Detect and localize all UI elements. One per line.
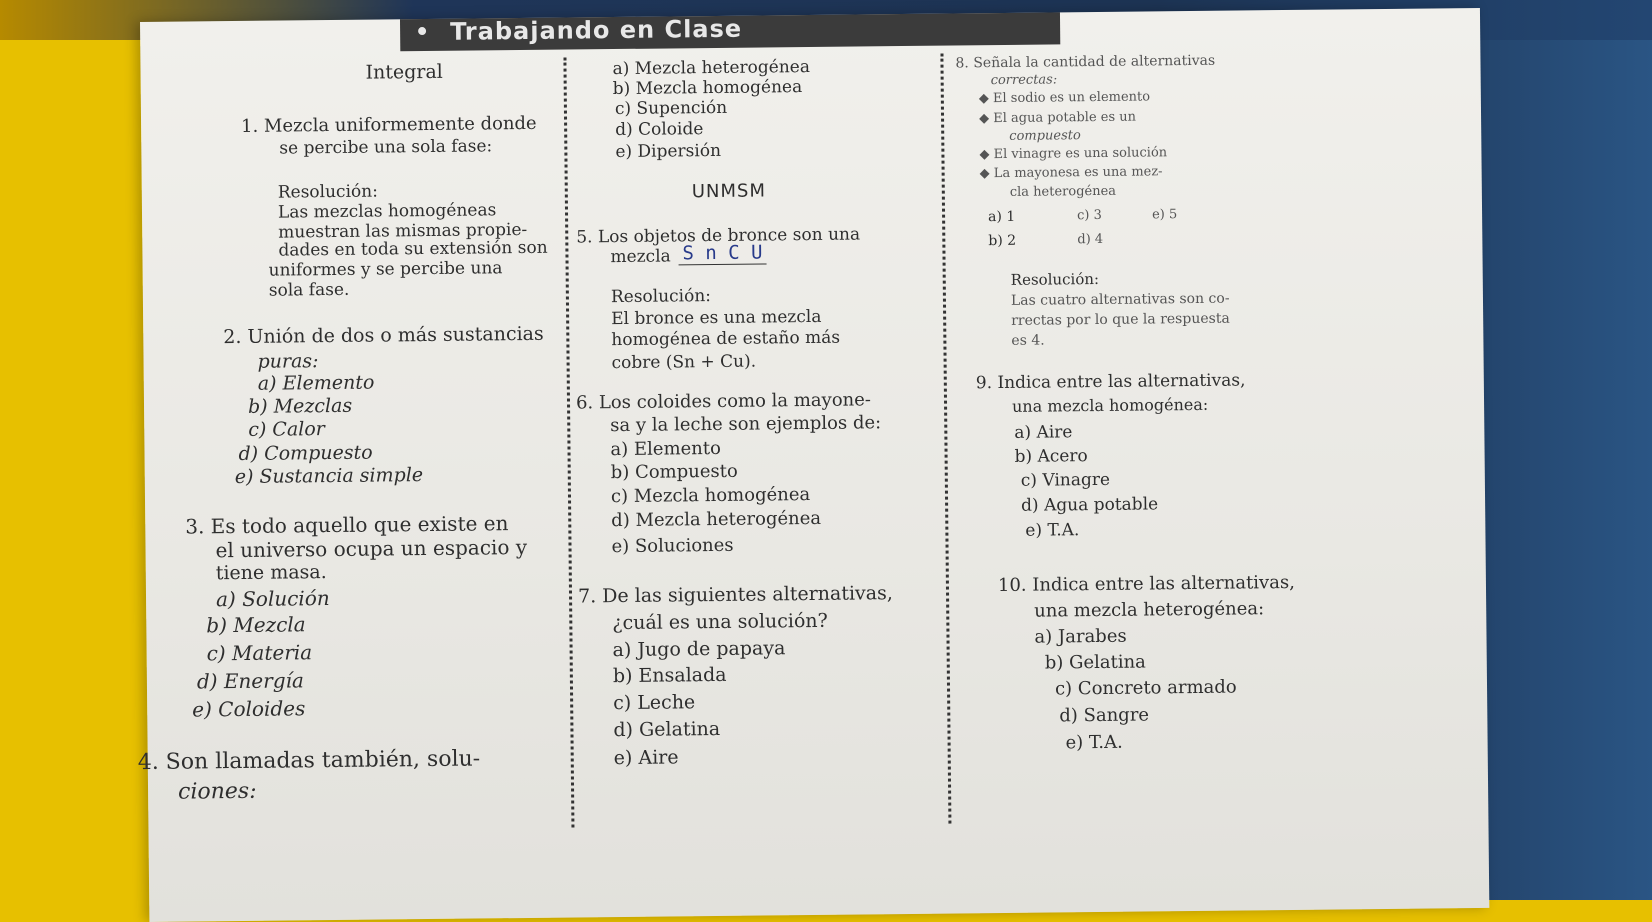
bullet-item-4: [980, 164, 1163, 181]
question-10-line-1: 10. Indica entre las alternativas,: [997, 571, 1295, 597]
question-3-line-3: tiene masa.: [215, 561, 327, 585]
resolution-label: Resolución:: [610, 286, 712, 308]
question-5-line-1: 5. Los objetos de bronce son una: [576, 224, 861, 248]
option: b) Mezclas: [247, 394, 353, 418]
bullet-text: La mayonesa es una mez-: [993, 164, 1163, 182]
option: e) T.A.: [1025, 520, 1080, 541]
resolution-label: Resolución:: [277, 181, 378, 203]
option: a) 1: [988, 208, 1016, 226]
resolution-1-line: uniformes y se percibe una: [268, 258, 503, 281]
option: e) Aire: [613, 746, 679, 770]
column-divider-left: [563, 58, 574, 828]
worksheet-page: [137, 8, 1489, 922]
question-7-line-2: ¿cuál es una solución?: [612, 609, 828, 635]
question-9-line-1: 9. Indica entre las alternativas,: [975, 370, 1246, 394]
bullet-text: El vinagre es una solución: [993, 145, 1168, 163]
question-10-line-2: una mezcla heterogénea:: [1034, 598, 1265, 622]
question-6-line-1: 6. Los coloides como la mayone-: [575, 389, 872, 414]
question-2-line-1: 2. Unión de dos o más sustancias: [223, 322, 544, 349]
question-8-line-2: correctas:: [990, 72, 1058, 89]
question-1-line-1: 1. Mezcla uniformemente donde: [240, 112, 537, 137]
bullet-text-continuation: cla heterogénea: [1009, 183, 1117, 200]
option: e) Soluciones: [611, 534, 734, 558]
bullet-text-continuation: compuesto: [1009, 128, 1081, 144]
option: c) Mezcla homogénea: [610, 484, 811, 508]
option: c) Materia: [206, 640, 313, 666]
resolution-8-line: rrectas por lo que la respuesta: [1011, 310, 1230, 329]
question-4-line-2: ciones:: [177, 778, 257, 805]
option: a) Solución: [215, 586, 330, 612]
option: b) Acero: [1014, 446, 1088, 467]
resolution-5-line: El bronce es una mezcla: [611, 306, 822, 330]
option: e) Sustancia simple: [234, 464, 424, 489]
option: c) Supención: [614, 97, 728, 120]
bullet-item-2: [979, 110, 1136, 127]
diamond-bullet-icon: ◆: [978, 111, 990, 127]
resolution-8-line: es 4.: [1011, 332, 1045, 349]
question-9-line-2: una mezcla homogénea:: [1011, 394, 1209, 416]
diamond-bullet-icon: ◆: [978, 91, 989, 107]
option: b) Ensalada: [612, 663, 727, 688]
option: d) Coloide: [615, 119, 704, 141]
question-8-line-1: 8. Señala la cantidad de alternativas: [955, 52, 1216, 72]
bullet-item-3: [979, 145, 1167, 162]
resolution-1-line: sola fase.: [268, 279, 350, 301]
question-3-line-2: el universo ocupa un espacio y: [215, 534, 528, 563]
option: a) Aire: [1014, 422, 1073, 443]
option: d) 4: [1077, 231, 1104, 248]
option: b) 2: [988, 232, 1017, 250]
option: d) Agua potable: [1021, 494, 1159, 516]
question-2-line-2: puras:: [257, 350, 319, 373]
option: d) Compuesto: [238, 441, 373, 465]
handwritten-answer: S n C U: [678, 241, 766, 265]
option: a) Jugo de papaya: [612, 637, 786, 662]
resolution-8-line: Las cuatro alternativas son co-: [1010, 290, 1230, 309]
resolution-1-line: dades en toda su extensión son: [278, 237, 548, 261]
option: c) Concreto armado: [1054, 676, 1237, 700]
source-label: UNMSM: [691, 180, 767, 203]
option: d) Sangre: [1059, 704, 1150, 727]
option: b) Mezcla: [206, 612, 306, 638]
option: a) Mezcla heterogénea: [612, 56, 811, 80]
option: c) Calor: [248, 418, 325, 441]
option: e) Dipersión: [615, 140, 722, 163]
resolution-label: Resolución:: [1010, 269, 1100, 289]
option: b) Compuesto: [610, 460, 738, 484]
resolution-5-line: homogénea de estaño más: [611, 327, 841, 351]
bullet-item-1: [979, 89, 1150, 106]
bullet-text: El agua potable es un: [993, 109, 1137, 127]
option: a) Elemento: [257, 371, 375, 395]
option: c) Vinagre: [1020, 469, 1111, 491]
header-title: Trabajando en Clase: [449, 14, 743, 46]
option: d) Mezcla heterogénea: [611, 507, 822, 532]
resolution-5-line: cobre (Sn + Cu).: [611, 351, 757, 374]
option: d) Energía: [196, 668, 304, 694]
question-5-line-2: mezcla: [610, 246, 671, 268]
option: d) Gelatina: [613, 717, 721, 742]
question-3-line-1: 3. Es todo aquello que existe en: [185, 511, 509, 539]
option: a) Jarabes: [1034, 625, 1127, 648]
diamond-bullet-icon: ◆: [979, 147, 990, 163]
column-divider-right: [940, 54, 951, 824]
section-heading: Integral: [365, 60, 443, 84]
question-4-line-1: 4. Son llamadas también, solu-: [137, 746, 481, 776]
option: c) Leche: [613, 691, 696, 715]
question-7-line-1: 7. De las siguientes alternativas,: [577, 582, 893, 608]
option: b) Mezcla homogénea: [612, 77, 803, 100]
option: b) Gelatina: [1044, 651, 1146, 674]
question-6-line-2: sa y la leche son ejemplos de:: [610, 412, 882, 437]
resolution-1-line: Las mezclas homogéneas: [277, 200, 497, 223]
option: e) T.A.: [1065, 731, 1123, 754]
resolution-1-line: muestran las mismas propie-: [278, 219, 528, 243]
option: e) Coloides: [192, 696, 306, 722]
option: e) 5: [1151, 207, 1178, 223]
option: c) 3: [1077, 207, 1102, 224]
question-1-line-2: se percibe una sola fase:: [279, 136, 493, 159]
header-bullet-icon: [418, 27, 426, 35]
option: a) Elemento: [610, 437, 722, 461]
diamond-bullet-icon: ◆: [979, 166, 990, 182]
bullet-text: El sodio es un elemento: [992, 89, 1151, 107]
